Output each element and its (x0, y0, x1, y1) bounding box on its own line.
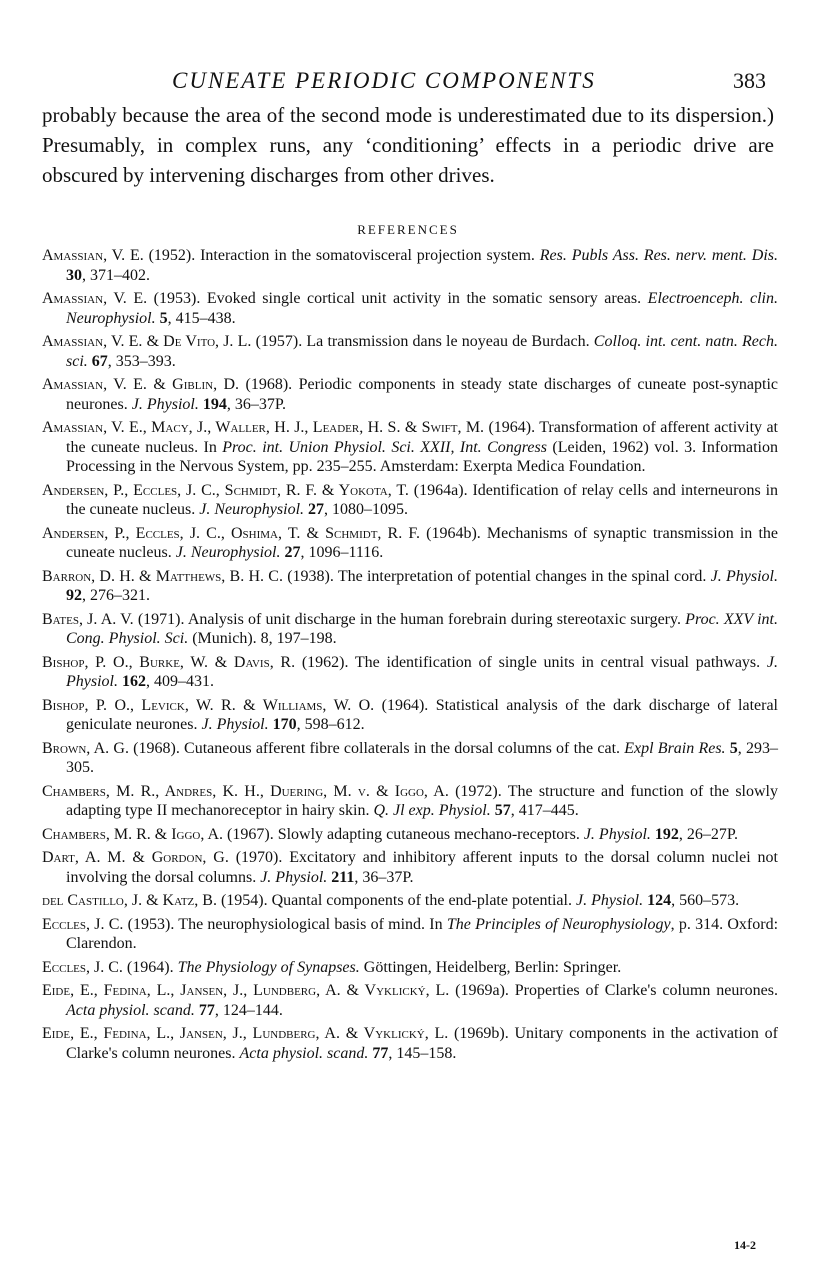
signature-mark: 14-2 (734, 1238, 756, 1252)
reference-entry (42, 246, 778, 285)
reference-venue: The Physiology of Synapses. (177, 958, 360, 976)
reference-authors: Bishop, P. O., Burke, W. & Davis, R. (42, 653, 296, 671)
reference-year-title: (1938). The interpretation of potential changes in the spinal cord. (282, 567, 711, 585)
reference-year-title: (1964). Transformation of afferent activity at the cuneate nucleus. In (66, 419, 778, 456)
references-heading: REFERENCES (357, 222, 459, 237)
reference-pages: , 1096–1116. (300, 544, 384, 561)
reference-volume: 77 (194, 1001, 215, 1019)
reference-year-title: (1953). Evoked single cortical unit activity in the somatic sensory areas. (147, 290, 648, 307)
reference-volume: 30 (66, 266, 82, 284)
reference-pages: , 598–612. (296, 716, 365, 733)
reference-pages: , 371–402. (82, 266, 150, 284)
reference-venue: Expl Brain Res. (624, 739, 726, 757)
reference-year-title: (1972). The structure and function of the slowly adapting type II mechanoreceptor in hairy skin. (66, 782, 778, 819)
reference-entry (42, 610, 778, 649)
reference-pages: , 36–37P. (226, 395, 286, 413)
reference-volume: 67 (87, 352, 108, 370)
reference-venue: J. Physiol. (131, 395, 199, 413)
reference-year-title: (1964a). Identification of relay cells and interneurons in the cuneate nucleus. (66, 481, 779, 518)
reference-venue: J. Physiol. (66, 653, 778, 690)
reference-year-title: (1968). Periodic components in steady state discharges of cuneate post-synaptic neurones. (66, 376, 778, 413)
reference-entry (42, 481, 778, 520)
reference-year-title: (1952). Interaction in the somatovisceral projection system. (143, 247, 540, 264)
reference-entry (42, 567, 778, 606)
reference-venue: J. Physiol. (201, 716, 269, 733)
reference-authors: Amassian, V. E. (42, 290, 148, 307)
reference-volume: 211 (327, 868, 355, 886)
reference-entry (42, 915, 778, 954)
reference-pages: , 145–158. (388, 1044, 457, 1062)
reference-pages: (Munich). 8, 197–198. (188, 630, 337, 647)
reference-authors: Dart, A. M. & Gordon, G. (42, 849, 229, 866)
reference-venue: J. Physiol. (710, 567, 779, 585)
reference-venue: Q. Jl exp. Physiol. (373, 802, 491, 819)
reference-pages: , 26–27P. (678, 825, 739, 843)
reference-pages: , 124–144. (214, 1001, 283, 1019)
reference-volume: 92 (66, 587, 82, 604)
reference-authors: Amassian, V. E. (42, 247, 144, 264)
reference-authors: Chambers, M. R. & Iggo, A. (42, 825, 224, 843)
reference-entry (42, 696, 778, 735)
reference-volume: 162 (118, 673, 146, 690)
reference-authors: Amassian, V. E., Macy, J., Waller, H. J., Leader, H. S. & Swift, M. (42, 419, 485, 436)
reference-venue: Acta physiol. scand. (66, 1001, 195, 1019)
reference-entry (42, 782, 778, 821)
reference-authors: Eccles, J. C. (42, 958, 123, 976)
page-number: 383 (733, 68, 766, 93)
reference-entry (42, 891, 778, 911)
reference-volume: 27 (280, 544, 301, 561)
reference-entry (42, 375, 778, 414)
reference-year-title: (1967). Slowly adapting cutaneous mechano-receptors. (223, 825, 584, 843)
reference-volume: 124 (643, 892, 672, 909)
reference-volume: 27 (304, 501, 325, 518)
reference-venue: Acta physiol. scand. (239, 1044, 369, 1062)
reference-pages: (Leiden, 1962) vol. 3. Information Processing in the Nervous System, pp. 235–255. Amsterdam: Exerpta Medica Foundation. (66, 438, 778, 475)
reference-entry (42, 958, 778, 978)
reference-year-title: (1969a). Properties of Clarke's column neurones. (449, 982, 779, 999)
reference-authors: Eccles, J. C. (42, 915, 124, 933)
reference-pages: Göttingen, Heidelberg, Berlin: Springer. (359, 958, 622, 976)
reference-pages: , 1080–1095. (324, 501, 409, 518)
reference-pages: , 409–431. (146, 673, 214, 690)
reference-venue: Proc. int. Union Physiol. Sci. XXII, Int. Congress (222, 438, 547, 456)
reference-authors: Amassian, V. E. & De Vito, J. L. (42, 333, 252, 350)
reference-authors: del Castillo, J. & Katz, B. (42, 892, 217, 909)
reference-entry (42, 524, 778, 563)
reference-volume: 194 (198, 395, 227, 413)
reference-entry (42, 825, 778, 845)
reference-authors: Brown, A. G. (42, 739, 129, 757)
reference-pages: , 417–445. (510, 802, 579, 819)
reference-authors: Amassian, V. E. & Giblin, D. (42, 376, 240, 393)
reference-pages: , 560–573. (671, 892, 740, 909)
reference-year-title: (1954). Quantal components of the end-plate potential. (216, 892, 576, 909)
reference-entry (42, 981, 778, 1020)
reference-entry (42, 1024, 778, 1063)
reference-authors: Chambers, M. R., Andres, K. H., Duering, M. v. & Iggo, A. (42, 782, 449, 800)
reference-authors: Eide, E., Fedina, L., Jansen, J., Lundberg, A. & Vyklický, L. (42, 982, 450, 999)
reference-year-title: (1969b). Unitary components in the activation of Clarke's column neurones. (66, 1025, 778, 1062)
reference-entry (42, 848, 778, 887)
reference-entry (42, 289, 778, 328)
reference-venue: Proc. XXV int. Cong. Physiol. Sci. (66, 610, 779, 647)
reference-entry (42, 418, 778, 477)
reference-venue: Colloq. int. cent. natn. Rech. sci. (66, 333, 779, 370)
reference-venue: Electroenceph. clin. Neurophysiol. (66, 290, 779, 327)
reference-venue: Res. Publs Ass. Res. nerv. ment. Dis. (539, 247, 779, 264)
reference-volume: 5 (155, 309, 168, 327)
reference-entry (42, 653, 778, 692)
reference-year-title: (1953). The neurophysiological basis of mind. In (123, 915, 447, 933)
running-head (0, 68, 816, 102)
reference-pages: , 353–393. (107, 352, 176, 370)
reference-entry (42, 739, 778, 778)
reference-authors: Andersen, P., Eccles, J. C., Schmidt, R. F. & Yokota, T. (42, 481, 409, 499)
reference-year-title: (1964). Statistical analysis of the dark discharge of lateral geniculate neurones. (66, 696, 779, 733)
reference-authors: Bishop, P. O., Levick, W. R. & Williams, W. O. (42, 696, 375, 714)
reference-list (42, 246, 778, 1067)
reference-year-title: (1968). Cutaneous afferent fibre collaterals in the dorsal columns of the cat. (128, 739, 625, 757)
reference-pages: , 415–438. (167, 309, 236, 327)
reference-volume: 170 (268, 716, 297, 733)
reference-authors: Andersen, P., Eccles, J. C., Oshima, T. & Schmidt, R. F. (42, 524, 420, 542)
reference-venue: J. Physiol. (260, 868, 328, 886)
intro-paragraph: probably because the area of the second mode is underestimated due to its dispersion.) Presumably, in complex runs, any ‘conditioning’ effects in a periodic drive are obscured by intervening discharges from other drives. (42, 103, 774, 187)
reference-venue: J. Neurophysiol. (199, 501, 305, 518)
reference-authors: Bates, J. A. V. (42, 610, 134, 628)
reference-pages: , 293–305. (66, 739, 779, 776)
reference-year-title: (1964). (122, 958, 178, 976)
reference-entry (42, 332, 778, 371)
reference-volume: 5 (725, 739, 738, 757)
reference-volume: 57 (490, 802, 511, 819)
running-title: CUNEATE PERIODIC COMPONENTS (172, 68, 596, 93)
reference-volume: 192 (650, 825, 679, 843)
reference-pages: , p. 314. Oxford: Clarendon. (66, 915, 779, 952)
reference-venue: J. Physiol. (575, 892, 644, 909)
reference-venue: The Principles of Neurophysiology (446, 915, 671, 933)
reference-venue: J. Neurophysiol. (175, 544, 281, 561)
reference-year-title: (1962). The identification of single units in central visual pathways. (295, 653, 767, 671)
reference-year-title: (1957). La transmission dans le noyeau de Burdach. (251, 333, 594, 350)
reference-year-title: (1971). Analysis of unit discharge in the human forebrain during stereotaxic surgery. (133, 610, 686, 628)
reference-year-title: (1970). Excitatory and inhibitory afferent inputs to the dorsal column nuclei not involving the dorsal columns. (66, 849, 778, 886)
reference-pages: , 276–321. (82, 587, 150, 604)
reference-pages: , 36–37P. (354, 868, 414, 886)
reference-volume: 77 (368, 1044, 389, 1062)
reference-authors: Eide, E., Fedina, L., Jansen, J., Lundberg, A. & Vyklický, L. (42, 1025, 449, 1042)
reference-year-title: (1964b). Mechanisms of synaptic transmission in the cuneate nucleus. (66, 524, 778, 561)
reference-venue: J. Physiol. (583, 825, 651, 843)
reference-authors: Barron, D. H. & Matthews, B. H. C. (42, 567, 283, 585)
